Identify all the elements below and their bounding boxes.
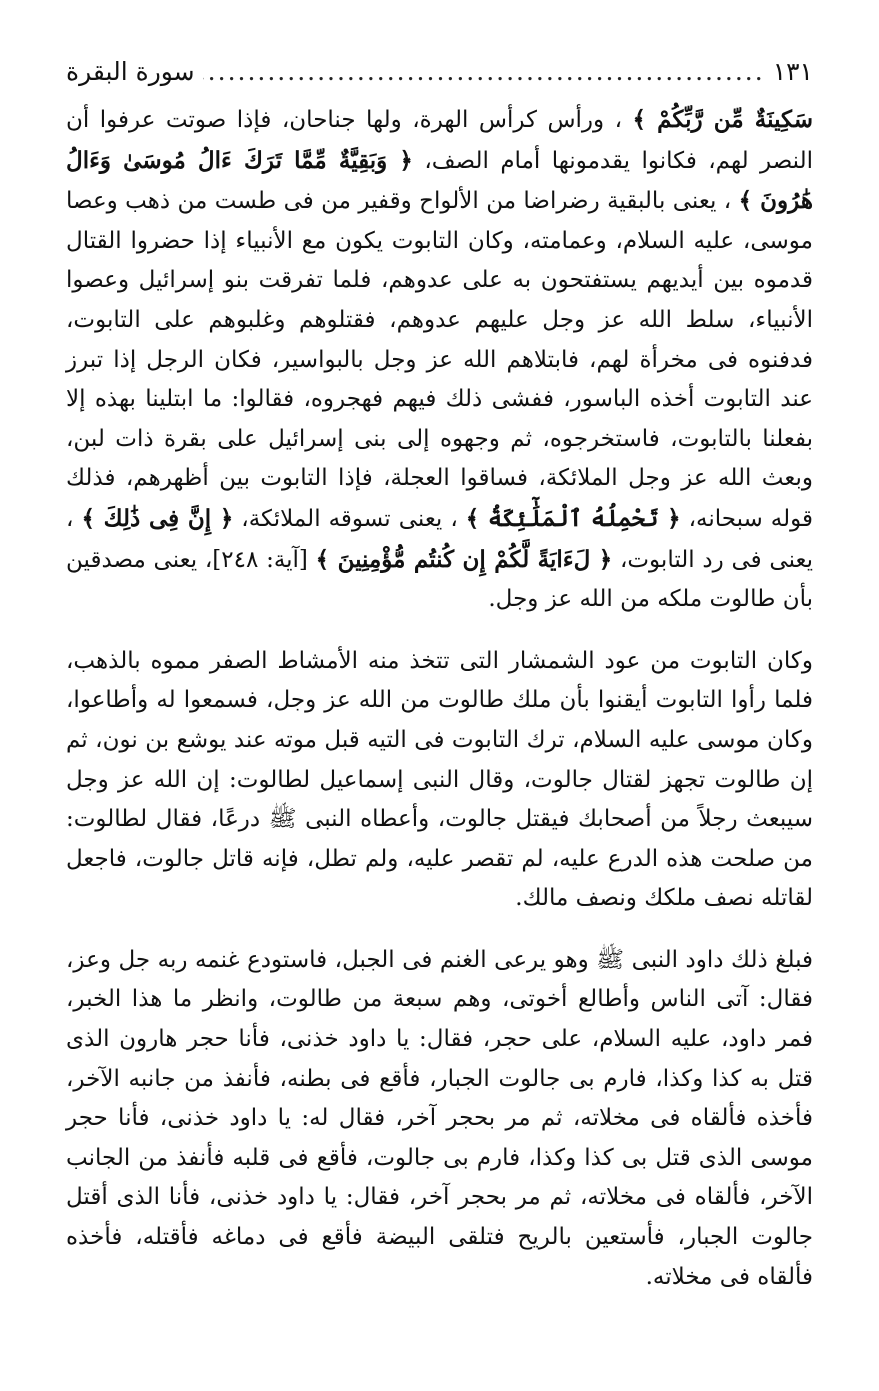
commentary-text: وكان التابوت من عود الشمشار التى تتخذ منه الأمشاط الصفر مموه بالذهب، فلما رأوا التابوت أيقنوا بأن ملك طالوت من الله عز وجل، فسمعوا له وأطاعوا، وكان موسى عليه السلام، ترك التابوت فى التيه قبل موته عند يوشع بن نون، ثم إن طالوت تجهز لقتال جالوت، وقال النبى إسماعيل لطالوت: إن الله عز وجل سيبعث رجلاً من أصحابك فيقتل جالوت، وأعطاه النبى ﷺ درعًا، فقال لطالوت: من صلحت هذه الدرع عليه، لم تقصر عليه، ولم تطل، فإنه قاتل جالوت، فاجعل لقاتله نصف ملكك ونصف مالك.: [66, 647, 813, 912]
paragraph-2: [66, 642, 813, 919]
header-leader-dots: [203, 52, 765, 92]
commentary-text: ، يعنى تسوقه الملائكة،: [233, 505, 458, 532]
sura-title: سورة البقرة: [66, 57, 195, 86]
page-number: ١٣١: [772, 57, 813, 86]
paragraph-1: [66, 100, 813, 620]
commentary-text: [آية: ٢٤٨]، يعنى مصدقين بأن طالوت ملكه من الله عز وجل.: [66, 546, 813, 613]
page-header: [66, 52, 813, 92]
commentary-text: فبلغ ذلك داود النبى ﷺ وهو يرعى الغنم فى الجبل، فاستودع غنمه ربه جل وعز، فقال: آتى الناس وأطالع أخوتى، وهم سبعة من طالوت، وانظر ما هذا الخبر، فمر داود، عليه السلام، على حجر، فقال: يا داود خذنى، فأنا حجر هارون الذى قتل به كذا وكذا، فارم بى جالوت الجبار، فأقع فى بطنه، فأنفذ من جانبه الآخر، فأخذه فألقاه فى مخلاته، ثم مر بحجر آخر، فقال له: يا داود خذنى، فأنا حجر موسى الذى قتل بى كذا وكذا، فارم بى جالوت، فأقع فى قلبه فأنفذ من الجانب الآخر، فألقاه فى مخلاته، ثم مر بحجر آخر، فقال: يا داود خذنى، فأنا الذى أقتل جالوت الجبار، فأستعين بالريح فتلقى البيضة فأقع فى دماغه فأقتله، فأخذه فألقاه فى مخلاته.: [66, 946, 813, 1290]
commentary-text: ، يعنى فى رد التابوت،: [66, 505, 814, 573]
quran-verse: ﴿ وَبَقِيَّةٌ مِّمَّا تَرَكَ ءَالُ مُوسَىٰ وَءَالُ هَٰرُونَ ﴾: [66, 146, 813, 215]
paragraph-3: [66, 941, 813, 1297]
commentary-text: ، يعنى بالبقية رضراضا من الألواح وقفير من فى طست من ذهب وعصا موسى، عليه السلام، وعمامته، وكان التابوت يكون مع الأنبياء إذا حضروا القتال قدموه بين أيديهم يستفتحون به على عدوهم، فلما تفرقت بنو إسرائيل وعصوا الأنبياء، سلط الله عز وجل عليهم عدوهم، فقتلوهم وغلبوهم على التابوت، فدفنوه فى مخرأة لهم، فابتلاهم الله عز وجل بالبواسير، فكان الرجل إذا تبرز عند التابوت أخذه الباسور، ففشى ذلك فيهم فهجروه، فقالوا: ما ابتلينا بهذه إلا بفعلنا بالتابوت، فاستخرجوه، ثم وجهوه إلى بنى إسرائيل على بقرة ذات لبن، وبعث الله عز وجل الملائكة، فساقوا العجلة، فإذا التابوت بين أظهرهم، فذلك قوله سبحانه،: [66, 188, 814, 532]
quran-verse: سَكِينَةٌ مِّن رَّبِّكُمْ ﴾: [632, 106, 813, 133]
page-body: [66, 100, 813, 1297]
commentary-text: ، ورأس كرأس الهرة، ولها جناحان، فإذا صوتت عرفوا أن النصر لهم، فكانوا يقدمونها أمام الصف،: [66, 107, 813, 174]
quran-verse: ﴿ إِنَّ فِى ذَٰلِكَ ﴾: [81, 504, 234, 532]
quran-verse: ﴿ لَءَايَةً لَّكُمْ إِن كُنتُم مُّؤْمِنِينَ ﴾: [315, 545, 613, 573]
quran-verse: ﴿ تَحْمِلُهُ ٱلْمَلَٰٓئِكَةُ ﴾: [465, 504, 681, 532]
